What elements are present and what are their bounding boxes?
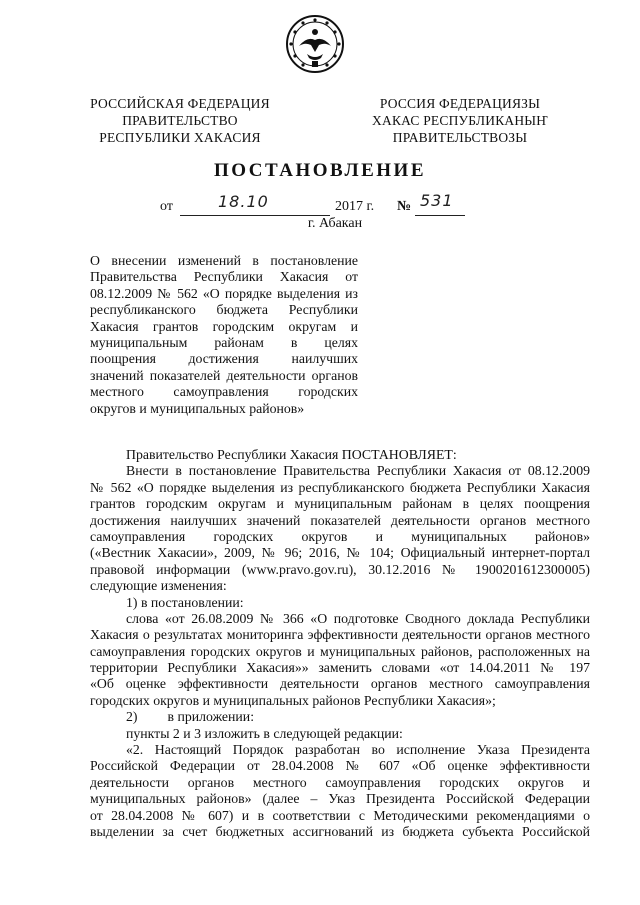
number-sign: № [397, 199, 412, 214]
date-prefix: от [160, 199, 173, 214]
document-title: ПОСТАНОВЛЕНИЕ [213, 160, 427, 181]
body-line: самоуправления городских округов и муниципальных районов» [90, 528, 590, 544]
header-right-line: РОССИЯ ФЕДЕРАЦИЯЗЫ [379, 96, 541, 111]
body-line: («Вестник Хакасии», 2009, № 96; 2016, № 104; Официальный интернет-портал [90, 545, 590, 561]
body-line: деятельности органов местного самоуправления городских округов и [90, 774, 590, 790]
subject-line: муниципальным районам в целях [90, 335, 358, 351]
subject-line: округов и муниципальных районов» [90, 400, 305, 416]
item-text: в приложении: [167, 709, 255, 725]
body-line: следующие изменения: [90, 578, 227, 594]
body-line: муниципальных районов» (далее – Указ Президента Российской Федерации [90, 791, 590, 807]
date-year: 2017 г. [335, 199, 375, 214]
body-line: от 28.04.2008 № 607) и в соответствии с Методическими рекомендациями о [90, 807, 590, 823]
document-subject [90, 253, 358, 417]
coat-of-arms-emblem-icon [285, 14, 345, 74]
body-line: грантов городским округам и муниципальным районам в целях поощрения [90, 496, 590, 512]
body-line: слова «от 26.08.2009 № 366 «О подготовке Сводного доклада Республики [126, 610, 590, 626]
body-line: № 562 «О порядке выделения из республиканского бюджета Республики Хакасия [90, 479, 590, 495]
body-line: Внести в постановление Правительства Республики Хакасия от 08.12.2009 [126, 463, 590, 479]
body-line: Правительство Республики Хакасия ПОСТАНОВЛЯЕТ: [126, 447, 457, 462]
header-right-line: ХАКАС РЕСПУБЛИКАНЫҤ [372, 113, 548, 128]
body-line: правовой информации (www.pravo.gov.ru), 30.12.2016 № 1900201612300005) [90, 561, 590, 577]
subject-line: местного самоуправления городских [90, 384, 358, 400]
subject-line: О внесении изменений в постановление [90, 253, 358, 268]
body-line: достижения наилучших значений показателей деятельности органов местного [90, 512, 590, 528]
body-line [90, 709, 590, 725]
body-line: Российской Федерации от 28.04.2008 № 607 «Об оценке эффективности [90, 758, 590, 774]
body-line: пункты 2 и 3 изложить в следующей редакции: [126, 725, 403, 741]
header-right-line: ПРАВИТЕЛЬСТВОЗЫ [392, 130, 528, 145]
subject-line: Хакасия грантов городским округам и [90, 318, 358, 334]
city: г. Абакан [307, 216, 363, 231]
subject-line: республиканского бюджета Республики [90, 302, 358, 318]
body-line: самоуправления городских округов и муниципальных районов, расположенных на [90, 643, 590, 659]
body-line: «Об оценке эффективности деятельности органов местного самоуправления [90, 676, 590, 692]
header-left-line: РОССИЙСКАЯ ФЕДЕРАЦИЯ [90, 96, 270, 111]
body-line: «2. Настоящий Порядок разработан во исполнение Указа Президента [126, 742, 590, 758]
subject-line: поощрения достижения наилучших [90, 351, 358, 367]
handwritten-number: 531 [420, 191, 454, 210]
body-line: 1) в постановлении: [126, 594, 244, 610]
header-left-line: ПРАВИТЕЛЬСТВО [122, 113, 238, 128]
subject-line: 08.12.2009 № 562 «О порядке выделения из [90, 285, 358, 301]
subject-line: значений показателей деятельности органов [90, 367, 358, 383]
header-left [60, 95, 300, 146]
subject-line: Правительства Республики Хакасия от [90, 269, 358, 285]
body-line: территории Республики Хакасия»» заменить словами «от 14.04.2011 № 197 [90, 660, 590, 676]
body-line: городских округов и муниципальных районов Республики Хакасия»; [90, 692, 496, 708]
item-number: 2) [126, 709, 138, 725]
body-line: выделении за счет бюджетных ассигнований из бюджета субъекта Российской [90, 823, 590, 839]
header-right [345, 95, 575, 146]
header-left-line: РЕСПУБЛИКИ ХАКАСИЯ [99, 130, 261, 145]
handwritten-date: 18.10 [218, 192, 269, 211]
body-line: Хакасия о результатах мониторинга эффективности деятельности органов местного [90, 627, 590, 643]
document-body [90, 447, 590, 840]
